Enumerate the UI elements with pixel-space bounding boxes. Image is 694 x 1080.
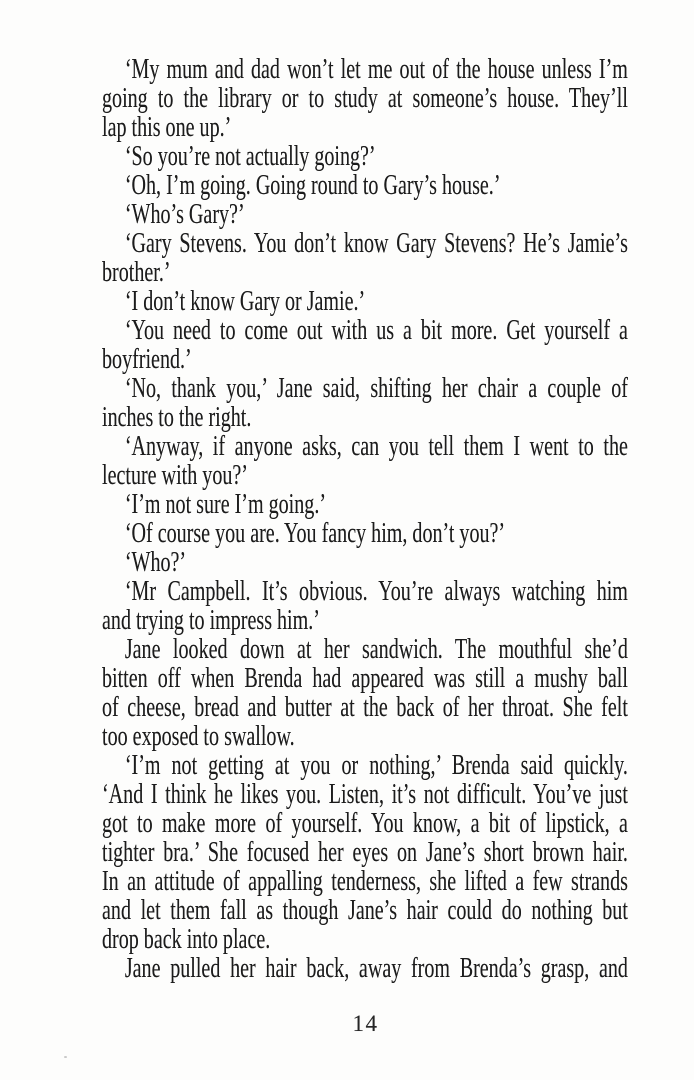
- text-line: Jane looked down at her sandwich. The mouthful she’d: [124, 633, 628, 665]
- text-line: ‘Oh, I’m going. Going round to Gary’s house.’: [124, 169, 501, 201]
- text-line: got to make more of yourself. You know, a bit of lipstick, a: [102, 807, 628, 839]
- text-line: drop back into place.: [102, 923, 271, 955]
- text-line: lecture with you?’: [102, 459, 249, 491]
- scan-speck: [64, 1056, 67, 1058]
- text-line: ‘I’m not sure I’m going.’: [124, 488, 327, 520]
- text-line: ‘So you’re not actually going?’: [124, 140, 376, 172]
- page-text: [102, 55, 628, 983]
- text-line: ‘And I think he likes you. Listen, it’s not difficult. You’ve just: [102, 778, 628, 810]
- text-line: going to the library or to study at someone’s house. They’ll: [102, 82, 628, 114]
- text-line: of cheese, bread and butter at the back of her throat. She felt: [102, 691, 628, 723]
- text-line: boyfriend.’: [102, 343, 192, 375]
- text-line: In an attitude of appalling tenderness, she lifted a few strands: [102, 865, 628, 897]
- text-line: ‘Who?’: [124, 546, 187, 578]
- text-line: ‘I don’t know Gary or Jamie.’: [124, 285, 366, 317]
- text-line: ‘Who’s Gary?’: [124, 198, 245, 230]
- page-number: 14: [352, 1011, 379, 1036]
- text-line: ‘I’m not getting at you or nothing,’ Brenda said quickly.: [124, 749, 628, 781]
- text-line: ‘Of course you are. You fancy him, don’t you?’: [124, 517, 506, 549]
- text-line: brother.’: [102, 256, 171, 288]
- text-line: ‘Mr Campbell. It’s obvious. You’re always watching him: [124, 575, 628, 607]
- text-line: ‘Anyway, if anyone asks, can you tell them I went to the: [124, 430, 628, 462]
- text-line: and let them fall as though Jane’s hair could do nothing but: [102, 894, 628, 926]
- text-line: bitten off when Brenda had appeared was still a mushy ball: [102, 662, 628, 694]
- text-line: inches to the right.: [102, 401, 252, 433]
- text-line: tighter bra.’ She focused her eyes on Jane’s short brown hair.: [102, 836, 628, 868]
- text-line: and trying to impress him.’: [102, 604, 320, 636]
- text-line: ‘Gary Stevens. You don’t know Gary Stevens? He’s Jamie’s: [124, 227, 628, 259]
- text-line: ‘My mum and dad won’t let me out of the house unless I’m: [124, 53, 628, 85]
- text-line: ‘You need to come out with us a bit more. Get yourself a: [124, 314, 628, 346]
- text-line: too exposed to swallow.: [102, 720, 295, 752]
- text-line: ‘No, thank you,’ Jane said, shifting her chair a couple of: [124, 372, 628, 404]
- text-line: lap this one up.’: [102, 111, 232, 143]
- text-line: Jane pulled her hair back, away from Brenda’s grasp, and: [124, 952, 628, 984]
